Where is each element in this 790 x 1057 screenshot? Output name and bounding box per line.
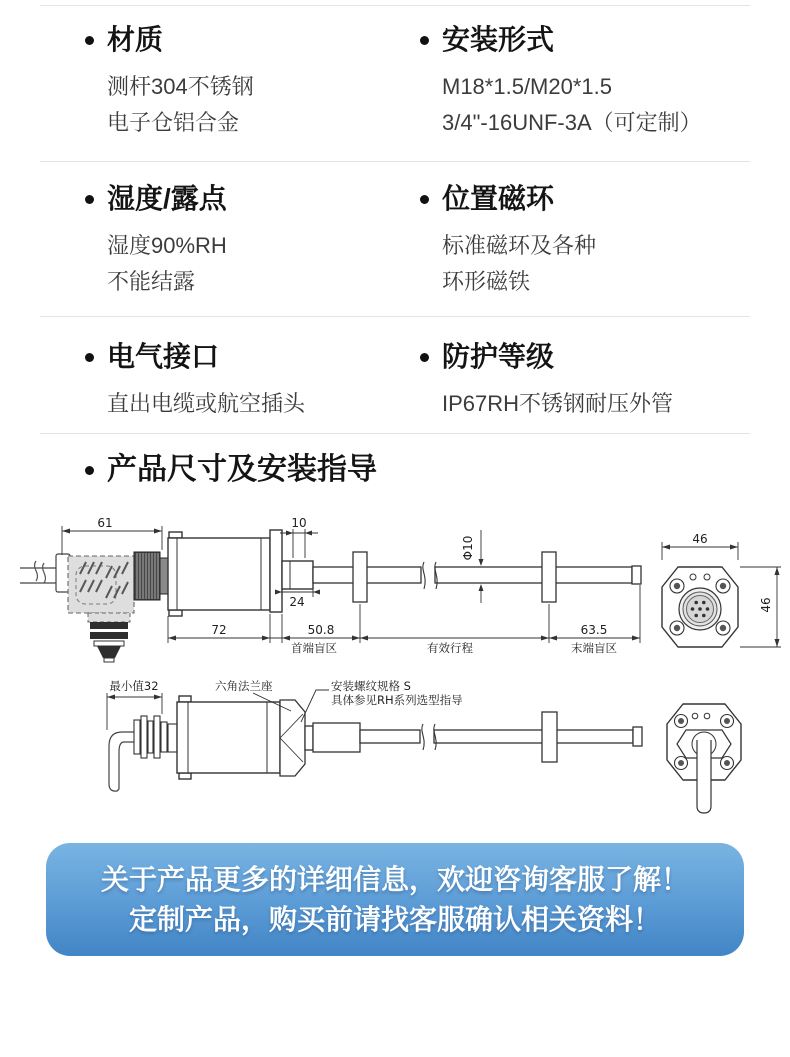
spec-line: 标准磁环及各种 (442, 233, 597, 258)
label-min-bend: 最小值32 (109, 679, 159, 693)
customer-service-notice (46, 843, 744, 956)
spec-item-electrical (85, 341, 420, 422)
divider (40, 316, 750, 317)
dim-end-blind: 63.5 (580, 623, 608, 637)
spec-row-1 (0, 24, 790, 141)
spec-row-3 (0, 341, 790, 422)
section-dimensions (85, 452, 377, 488)
sensor-housing (177, 696, 280, 779)
bullet-icon (85, 353, 94, 362)
dimension-drawing-install-view (0, 660, 790, 837)
magnet-ring-2 (542, 552, 556, 602)
dimension-drawing-side-view (0, 500, 790, 665)
dim-thread-length: 24 (289, 595, 305, 609)
bullet-icon (85, 36, 94, 45)
dim-thread-top: 10 (291, 516, 307, 530)
spec-row-2 (0, 183, 790, 300)
spec-line: 直出电缆或航空插头 (107, 391, 306, 416)
notice-line-1: 关于产品更多的详细信息，欢迎咨询客服了解！ (100, 863, 689, 895)
spec-line: IP67RH不锈钢耐压外管 (442, 391, 674, 416)
label-end-blind-zone: 末端盲区 (571, 641, 617, 655)
sensor-rod (360, 724, 642, 750)
label-head-blind-zone: 首端盲区 (291, 641, 337, 655)
spec-line: 电子仓铝合金 (107, 110, 240, 135)
spec-title: 安装形式 (442, 24, 555, 55)
spec-item-humidity (85, 183, 420, 300)
mounting-thread-block (313, 723, 360, 752)
spec-item-material (85, 24, 420, 141)
label-hex-flange: 六角法兰座 (215, 679, 273, 693)
spec-title: 防护等级 (442, 341, 555, 372)
magnet-ring-1 (353, 552, 367, 602)
cable (20, 561, 58, 583)
spec-title: 电气接口 (107, 341, 220, 372)
label-thread-note-1: 安装螺纹规格 S (331, 679, 411, 693)
cable-gland (134, 716, 177, 758)
divider (40, 433, 750, 434)
notice-line-2: 定制产品，购买前请找客服确认相关资料！ (128, 903, 661, 935)
spec-line: 环形磁铁 (442, 269, 531, 294)
spec-line: 测杆304不锈钢 (107, 74, 254, 99)
dim-flange-width: 46 (692, 532, 708, 546)
section-title: 产品尺寸及安装指导 (107, 453, 377, 486)
magnet-ring (542, 712, 557, 762)
dim-rod-diameter: Φ10 (461, 535, 475, 561)
flange-end-view-connector (662, 567, 738, 647)
spec-line: 3/4"-16UNF-3A（可定制） (442, 110, 702, 135)
spec-item-protection (420, 341, 790, 422)
bullet-icon (420, 36, 429, 45)
hex-flange-seat (280, 700, 313, 776)
spec-title: 湿度/露点 (107, 183, 227, 214)
label-effective-stroke: 有效行程 (427, 641, 473, 655)
label-thread-note-2: 具体参见RH系列选型指导 (331, 693, 463, 707)
divider (40, 5, 750, 6)
dim-head-blind: 50.8 (307, 623, 335, 637)
dim-connector-length: 61 (97, 516, 113, 530)
spec-line: 湿度90%RH (107, 233, 227, 258)
spec-item-magnet-ring (420, 183, 790, 300)
bullet-icon (85, 195, 94, 204)
spec-line: M18*1.5/M20*1.5 (442, 74, 612, 99)
flange-end-view-cable (667, 704, 741, 813)
spec-item-mounting (420, 24, 790, 141)
bullet-icon (85, 466, 94, 475)
dim-housing-length: 72 (211, 623, 227, 637)
right-angle-connector (56, 552, 168, 662)
bullet-icon (420, 353, 429, 362)
spec-title: 材质 (107, 24, 164, 55)
dim-flange-height: 46 (759, 597, 773, 613)
spec-title: 位置磁环 (442, 183, 555, 214)
bullet-icon (420, 195, 429, 204)
divider (40, 161, 750, 162)
spec-line: 不能结露 (107, 269, 196, 294)
